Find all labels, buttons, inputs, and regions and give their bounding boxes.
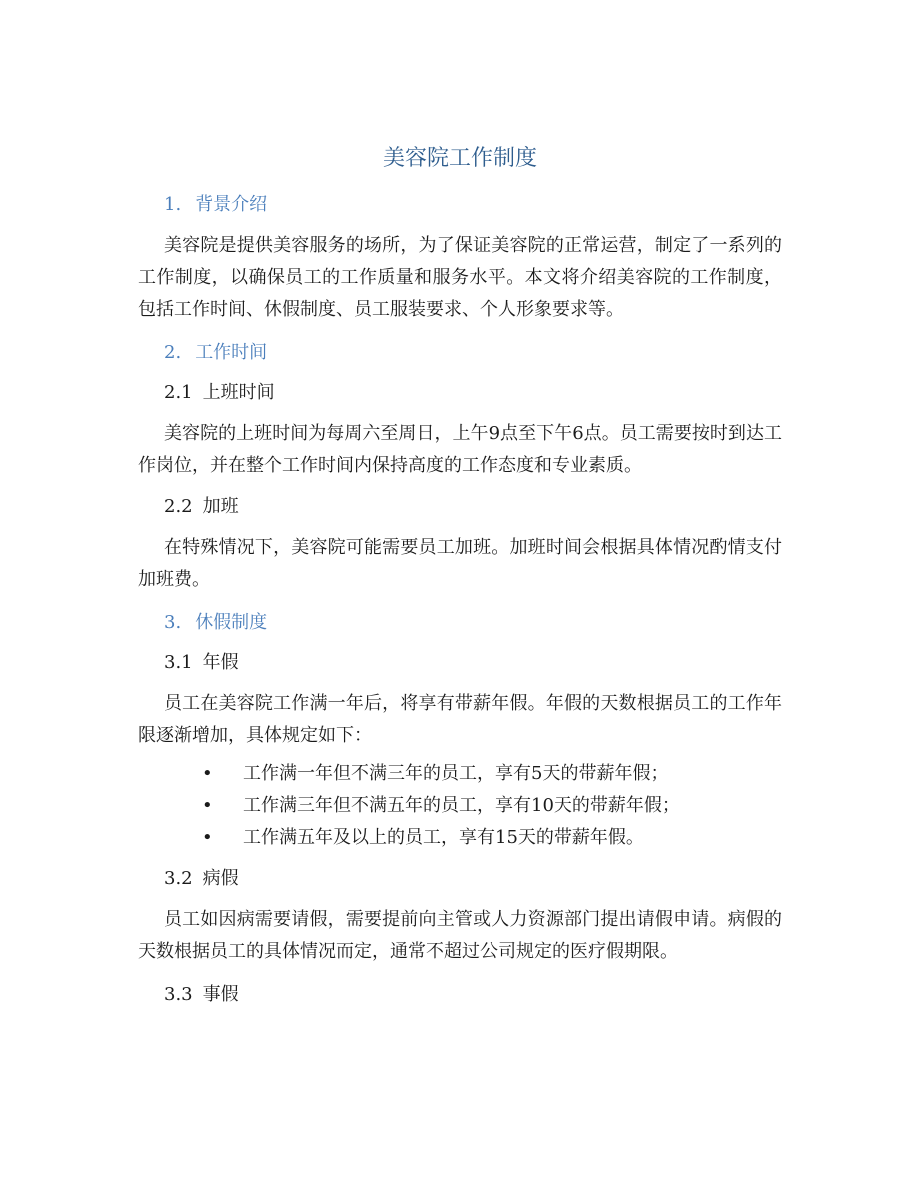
subsection-heading-overtime: [138, 492, 782, 522]
paragraph-sick-leave: 员工如因病需要请假，需要提前向主管或人力资源部门提出请假申请。病假的天数根据员工的具体情况而定，通常不超过公司规定的医疗假期限。: [138, 909, 782, 962]
bullet-icon: •: [202, 763, 213, 784]
paragraph-annual-leave: 员工在美容院工作满一年后，将享有带薪年假。年假的天数根据员工的工作年限逐渐增加，具体规定如下：: [138, 693, 782, 746]
subsection-heading-sick-leave: [138, 864, 782, 894]
subsection-heading-office-hours: [138, 378, 782, 408]
section-heading-leave-policy: [138, 608, 782, 638]
list-item-text: 工作满一年但不满三年的员工，享有5天的带薪年假；: [243, 763, 669, 784]
subsection-number: 3.3: [164, 984, 193, 1005]
paragraph-office-hours: 美容院的上班时间为每周六至周日，上午9点至下午6点。员工需要按时到达工作岗位，并在整个工作时间内保持高度的工作态度和专业素质。: [138, 423, 782, 476]
section-title: 休假制度: [195, 612, 268, 633]
section-title: 工作时间: [195, 342, 268, 363]
section-heading-background: [138, 190, 782, 220]
list-item-text: 工作满五年及以上的员工，享有15天的带薪年假。: [243, 827, 644, 848]
subsection-title: 年假: [202, 652, 239, 673]
subsection-title: 上班时间: [202, 382, 275, 403]
subsection-title: 病假: [202, 868, 239, 889]
list-item: [138, 758, 782, 790]
subsection-number: 2.2: [164, 496, 193, 517]
section-number: 2.: [164, 342, 182, 363]
subsection-heading-personal-leave: [138, 980, 782, 1010]
document-body: [138, 190, 782, 1010]
document-title: 美容院工作制度: [382, 146, 537, 171]
subsection-title: 加班: [202, 496, 239, 517]
section-number: 1.: [164, 194, 182, 215]
subsection-title: 事假: [202, 984, 239, 1005]
bullet-icon: •: [202, 795, 213, 816]
section-heading-work-hours: [138, 338, 782, 368]
subsection-number: 3.1: [164, 652, 193, 673]
subsection-number: 2.1: [164, 382, 193, 403]
list-item-text: 工作满三年但不满五年的员工，享有10天的带薪年假；: [243, 795, 680, 816]
paragraph-background: 美容院是提供美容服务的场所，为了保证美容院的正常运营，制定了一系列的工作制度，以确保员工的工作质量和服务水平。本文将介绍美容院的工作制度，包括工作时间、休假制度、员工服装要求、个人形象要求等。: [138, 235, 782, 320]
annual-leave-list: [138, 758, 782, 854]
paragraph-overtime: 在特殊情况下，美容院可能需要员工加班。加班时间会根据具体情况酌情支付加班费。: [138, 537, 782, 590]
section-number: 3.: [164, 612, 182, 633]
bullet-icon: •: [202, 827, 213, 848]
section-title: 背景介绍: [195, 194, 268, 215]
subsection-number: 3.2: [164, 868, 193, 889]
subsection-heading-annual-leave: [138, 648, 782, 678]
list-item: [138, 822, 782, 854]
list-item: [138, 790, 782, 822]
